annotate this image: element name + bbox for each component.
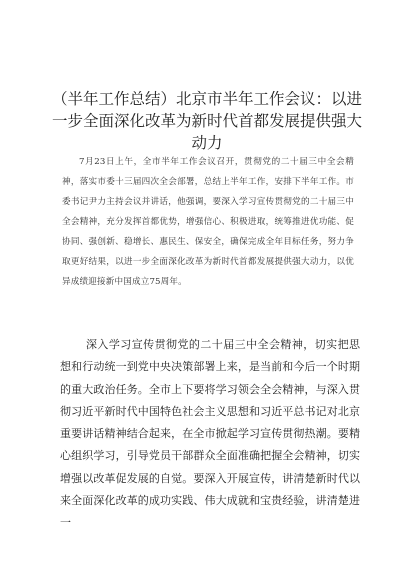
body-paragraph: 深入学习宣传贯彻党的二十届三中全会精神，切实把思想和行动统一到党中央决策部署上来，是当前和今后一个时期的重大政治任务。全市上下要将学习领会全会精神，与深入贯彻习近平新时代中国特色社会主义思想和习近平总书记对北京重要讲话精神结合起来，在全市掀起学习宣传贯彻热潮。要精心组织学习，引导党员干部群众全面准确把握全会精神，切实增强以改革促发展的自觉。要深入开展宣传，讲清楚新时代以来全面深化改革的成功实践、伟大成就和宝贵经验，讲清楚进一 xyxy=(60,338,360,530)
summary-paragraph: 7月23日上午，全市半年工作会议召开，贯彻党的二十届三中全会精神，落实市委十三届四次全会部署，总结上半年工作，安排下半年工作。市委书记尹力主持会议并讲话，他强调，要深入学习宣传贯彻党的二十届三中全会精神，充分发挥首都优势，增强信心、积极进取，统筹推进优功能、促协同、强创新、稳增长、惠民生、保安全，确保完成全年目标任务，努力争取更好结果，以进一步全面深化改革为新时代首都发展提供强大动力，以优异成绩迎接新中国成立75周年。 xyxy=(62,157,354,287)
document-title: （半年工作总结）北京市半年工作会议：以进一步全面深化改革为新时代首都发展提供强大动力 xyxy=(51,90,362,152)
